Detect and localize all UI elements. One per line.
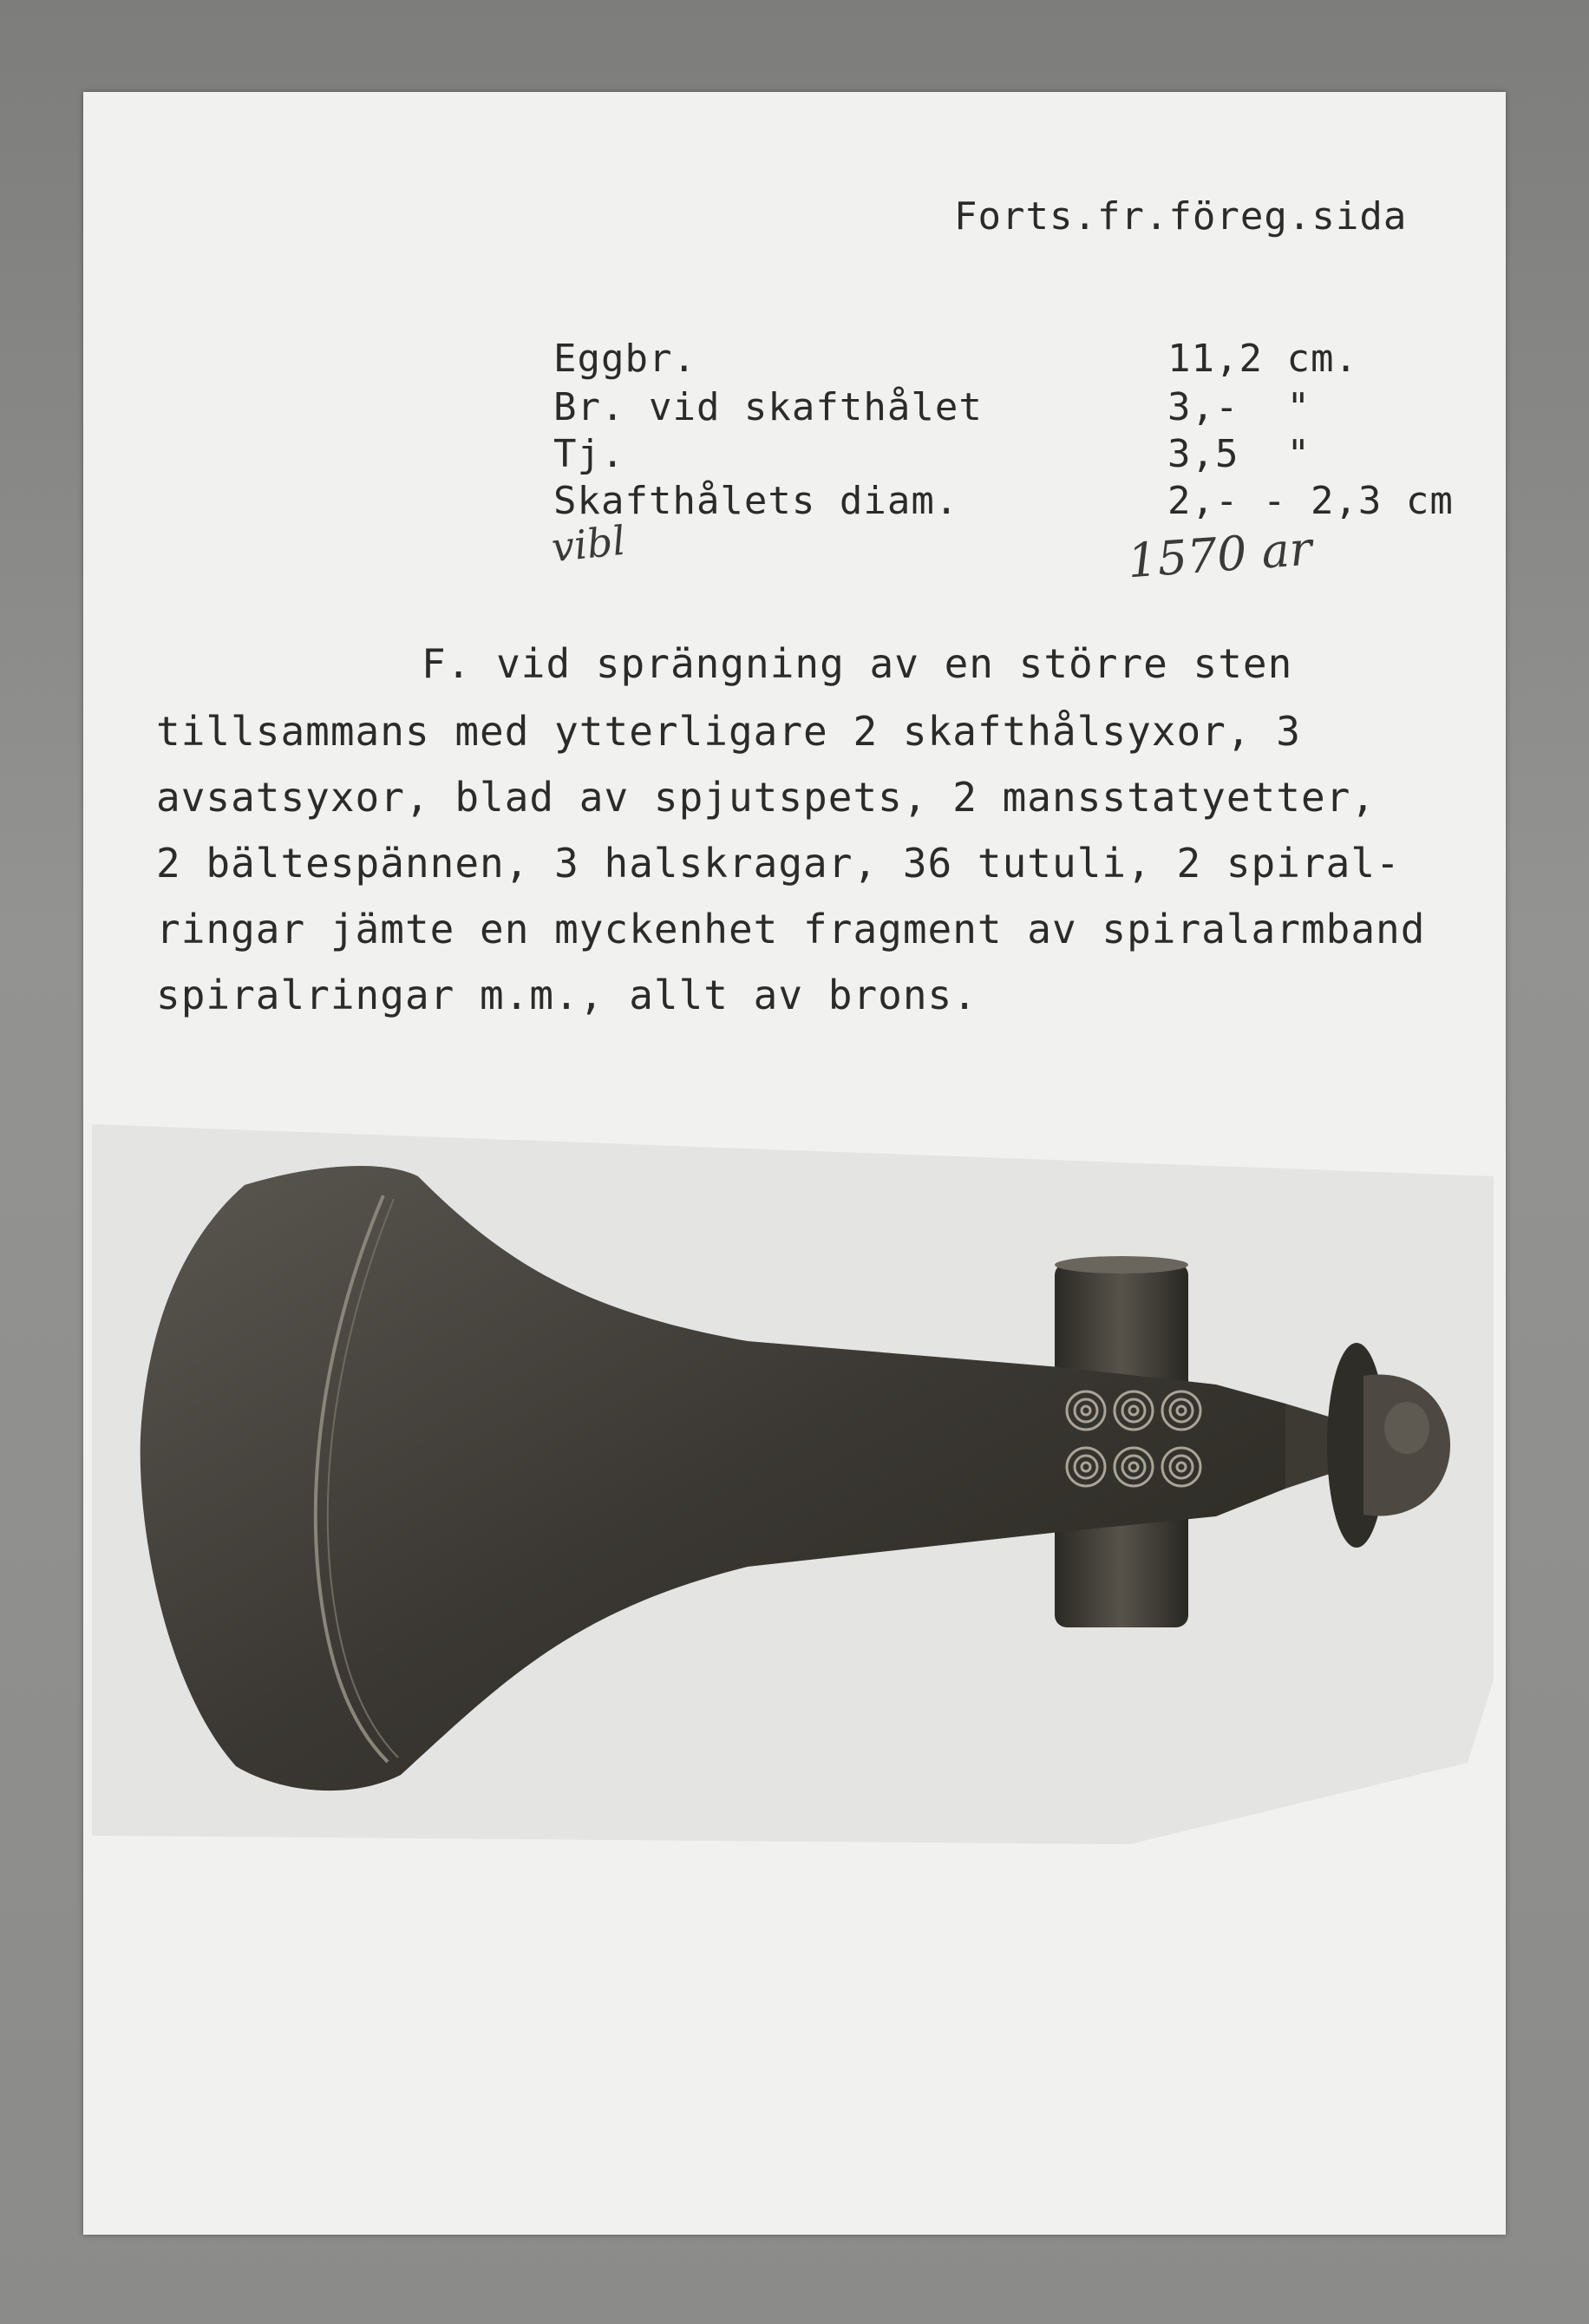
paragraph-line: ringar jämte en myckenhet fragment av spiralarmband xyxy=(156,906,1426,953)
paragraph-line: avsatsyxor, blad av spjutspets, 2 mansstatyetter, xyxy=(156,774,1376,821)
paragraph-line: spiralringar m.m., allt av brons. xyxy=(156,972,978,1018)
handwritten-note-left: vibl xyxy=(549,516,628,572)
paragraph-line: tillsammans med ytterligare 2 skafthålsyxor, 3 xyxy=(156,708,1301,755)
handwritten-note-right: 1570 ar xyxy=(1126,520,1314,589)
measurement-value: 11,2 cm. xyxy=(1167,337,1358,381)
measurement-label: Skafthålets diam. xyxy=(553,479,959,523)
measurement-label: Br. vid skafthålet xyxy=(553,385,983,429)
measurement-value: 3,5 " xyxy=(1167,432,1311,476)
measurement-label: Tj. xyxy=(553,432,625,476)
measurement-value: 3,- " xyxy=(1167,385,1311,429)
axe-photograph xyxy=(88,1124,1494,1844)
measurement-label: Eggbr. xyxy=(553,337,696,381)
measurement-value: 2,- - 2,3 cm xyxy=(1167,479,1454,523)
catalog-card xyxy=(83,92,1506,2235)
paragraph-line: F. vid sprängning av en större sten xyxy=(422,640,1293,687)
continuation-note: Forts.fr.föreg.sida xyxy=(954,194,1408,239)
paragraph-line: 2 bältespännen, 3 halskragar, 36 tutuli, 2 spiral- xyxy=(156,840,1401,887)
